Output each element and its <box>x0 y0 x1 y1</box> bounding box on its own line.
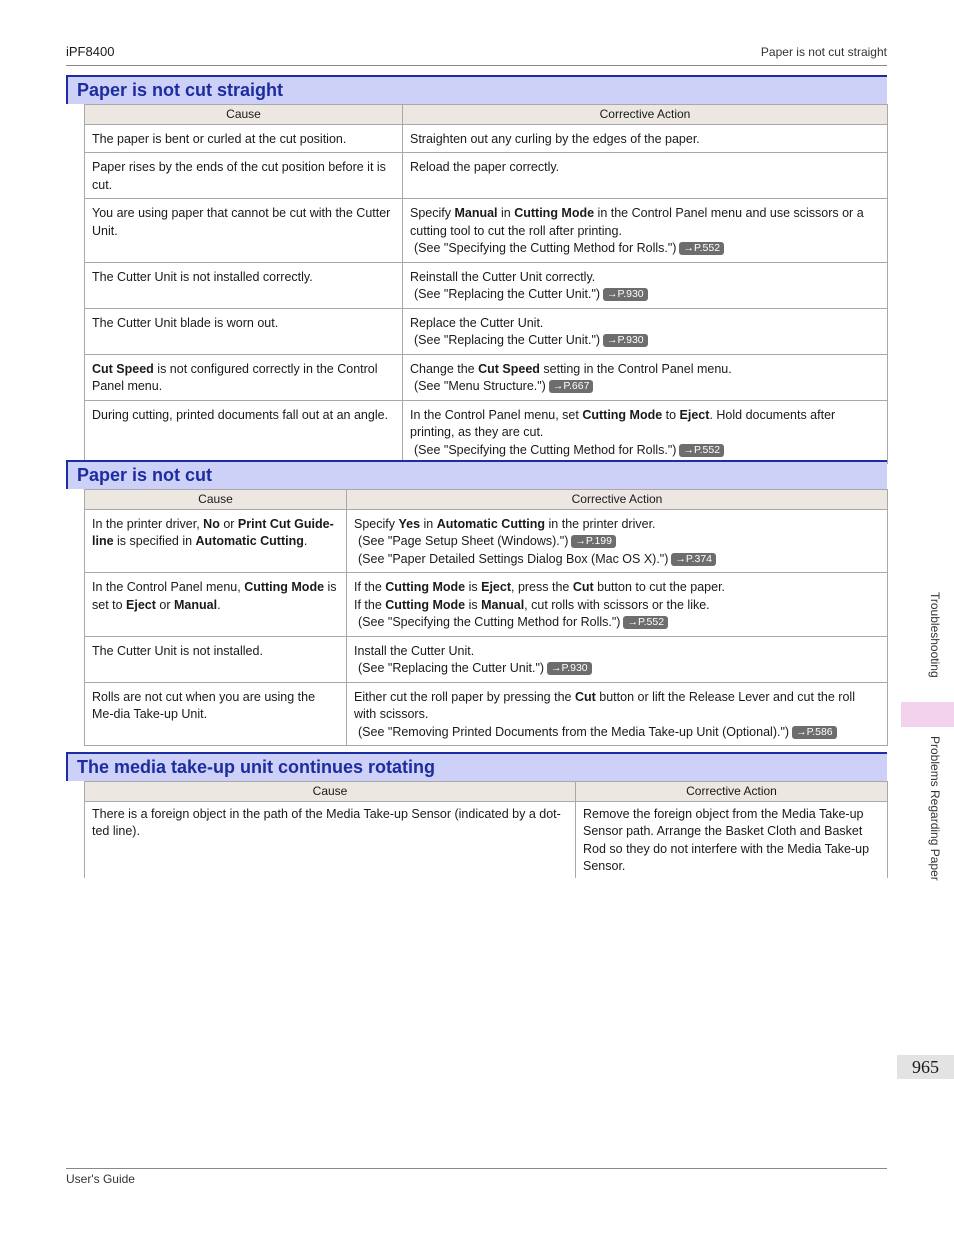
table-header-row <box>85 105 888 125</box>
section-heading: Paper is not cut <box>66 460 887 489</box>
action-cell: Specify Manual in Cutting Mode in the Control Panel menu and use scissors or a cutting tool to cut the roll after printing. (See "Specifying the Cutting Method for Rolls.") →P.552 <box>403 199 888 263</box>
table-row <box>85 308 888 354</box>
page-link-badge[interactable]: →P.552 <box>679 242 724 255</box>
table-row <box>85 509 888 573</box>
cause-action-table <box>84 781 888 878</box>
cause-cell: Cut Speed is not configured correctly in the Control Panel menu. <box>85 354 403 400</box>
header-rule <box>66 65 887 66</box>
cross-reference: (See "Specifying the Cutting Method for Rolls.") →P.552 <box>354 614 880 632</box>
page-number: 965 <box>897 1055 954 1079</box>
action-cell: If the Cutting Mode is Eject, press the Cut button to cut the paper. If the Cutting Mode is Manual, cut rolls with scissors or the like. (See "Specifying the Cutting Method for Rolls.") →P.552 <box>347 573 888 637</box>
action-cell: Either cut the roll paper by pressing the Cut button or lift the Release Lever and cut the roll with scissors. (See "Removing Printed Documents from the Media Take-up Unit (Optional).") →P.586 <box>347 682 888 746</box>
cause-cell: The paper is bent or curled at the cut position. <box>85 124 403 153</box>
page-link-badge[interactable]: →P.199 <box>571 535 616 548</box>
cross-reference: (See "Specifying the Cutting Method for Rolls.") →P.552 <box>410 442 880 460</box>
page-link-badge[interactable]: →P.552 <box>623 616 668 629</box>
action-cell: In the Control Panel menu, set Cutting Mode to Eject. Hold documents after printing, as they are cut. (See "Specifying the Cutting Method for Rolls.") →P.552 <box>403 400 888 464</box>
cross-reference: (See "Menu Structure.") →P.667 <box>410 378 880 396</box>
section-heading: The media take-up unit continues rotating <box>66 752 887 781</box>
page-link-badge[interactable]: →P.552 <box>679 444 724 457</box>
printer-model: iPF8400 <box>66 44 115 59</box>
column-header-cause: Cause <box>85 105 403 125</box>
cross-reference: (See "Replacing the Cutter Unit.") →P.930 <box>410 286 880 304</box>
running-header-title: Paper is not cut straight <box>760 45 887 59</box>
action-cell: Replace the Cutter Unit. (See "Replacing the Cutter Unit.") →P.930 <box>403 308 888 354</box>
page-link-badge[interactable]: →P.374 <box>671 553 716 566</box>
column-header-action: Corrective Action <box>403 105 888 125</box>
cause-cell: During cutting, printed documents fall out at an angle. <box>85 400 403 464</box>
cause-cell: Paper rises by the ends of the cut position before it is cut. <box>85 153 403 199</box>
page-link-badge[interactable]: →P.586 <box>792 726 837 739</box>
cause-cell: The Cutter Unit is not installed. <box>85 636 347 682</box>
page-link-badge[interactable]: →P.930 <box>603 288 648 301</box>
side-tab-section[interactable]: Problems Regarding Paper <box>928 736 942 881</box>
action-cell: Straighten out any curling by the edges of the paper. <box>403 124 888 153</box>
footer-rule <box>66 1168 887 1169</box>
table-row <box>85 153 888 199</box>
section-paper-not-cut-straight <box>66 75 887 464</box>
table-row <box>85 400 888 464</box>
section-paper-not-cut <box>66 460 887 746</box>
column-header-action: Corrective Action <box>576 782 888 802</box>
table-row <box>85 262 888 308</box>
action-cell: Reload the paper correctly. <box>403 153 888 199</box>
cause-action-table <box>84 104 888 464</box>
table-header-row <box>85 490 888 510</box>
cross-reference: (See "Replacing the Cutter Unit.") →P.930 <box>410 332 880 350</box>
action-cell: Install the Cutter Unit. (See "Replacing the Cutter Unit.") →P.930 <box>347 636 888 682</box>
cause-cell: There is a foreign object in the path of the Media Take-up Sensor (indicated by a dot-ted line). <box>85 801 576 878</box>
table-header-row <box>85 782 888 802</box>
table-row <box>85 801 888 878</box>
cause-cell: You are using paper that cannot be cut with the Cutter Unit. <box>85 199 403 263</box>
cause-action-table <box>84 489 888 746</box>
table-row <box>85 124 888 153</box>
page-link-badge[interactable]: →P.930 <box>547 662 592 675</box>
cause-cell: In the printer driver, No or Print Cut Guide-line is specified in Automatic Cutting. <box>85 509 347 573</box>
action-cell: Remove the foreign object from the Media Take-up Sensor path. Arrange the Basket Cloth and Basket Rod so they do not interfere with the Media Take-up Sensor. <box>576 801 888 878</box>
cross-reference: (See "Removing Printed Documents from the Media Take-up Unit (Optional).") →P.586 <box>354 724 880 742</box>
action-cell: Change the Cut Speed setting in the Control Panel menu. (See "Menu Structure.") →P.667 <box>403 354 888 400</box>
table-row <box>85 573 888 637</box>
table-row <box>85 354 888 400</box>
section-take-up-unit-rotating <box>66 752 887 878</box>
cross-reference: (See "Page Setup Sheet (Windows).") →P.199 <box>354 533 880 551</box>
cause-cell: Rolls are not cut when you are using the Me-dia Take-up Unit. <box>85 682 347 746</box>
cause-cell: The Cutter Unit is not installed correctly. <box>85 262 403 308</box>
cause-cell: The Cutter Unit blade is worn out. <box>85 308 403 354</box>
section-heading: Paper is not cut straight <box>66 75 887 104</box>
cross-reference: (See "Paper Detailed Settings Dialog Box (Mac OS X).") →P.374 <box>354 551 880 569</box>
page-link-badge[interactable]: →P.667 <box>549 380 594 393</box>
cross-reference: (See "Specifying the Cutting Method for Rolls.") →P.552 <box>410 240 880 258</box>
column-header-cause: Cause <box>85 782 576 802</box>
action-cell: Specify Yes in Automatic Cutting in the printer driver. (See "Page Setup Sheet (Windows).") →P.199 (See "Paper Detailed Settings Dialog Box (Mac OS X).") →P.374 <box>347 509 888 573</box>
cross-reference: (See "Replacing the Cutter Unit.") →P.930 <box>354 660 880 678</box>
cause-cell: In the Control Panel menu, Cutting Mode is set to Eject or Manual. <box>85 573 347 637</box>
column-header-action: Corrective Action <box>347 490 888 510</box>
guide-title: User's Guide <box>66 1172 135 1186</box>
page-link-badge[interactable]: →P.930 <box>603 334 648 347</box>
table-row <box>85 636 888 682</box>
table-row <box>85 682 888 746</box>
table-row <box>85 199 888 263</box>
side-tab-marker <box>901 702 954 727</box>
side-tab-chapter[interactable]: Troubleshooting <box>928 592 942 678</box>
action-cell: Reinstall the Cutter Unit correctly. (See "Replacing the Cutter Unit.") →P.930 <box>403 262 888 308</box>
column-header-cause: Cause <box>85 490 347 510</box>
